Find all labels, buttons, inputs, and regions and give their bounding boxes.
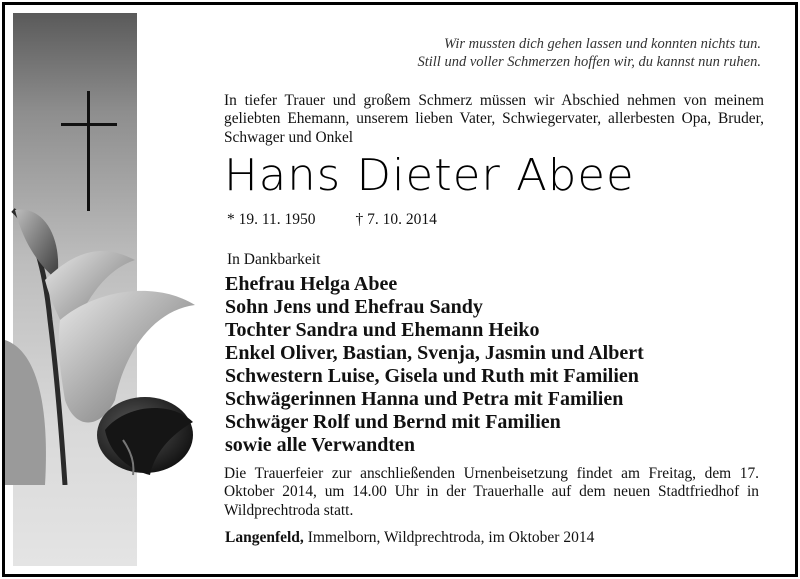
mourner-line: Schwestern Luise, Gisela und Ruth mit Familien <box>225 365 639 387</box>
funeral-service-info: Die Trauerfeier zur anschließenden Urnenbeisetzung findet am Freitag, dem 17. Oktober 2014, um 14.00 Uhr in der Trauerhalle auf dem neuen Stadtfriedhof in Wildprechtroda statt. <box>224 465 759 519</box>
deceased-name: Hans Dieter Abee <box>224 150 635 201</box>
intro-text: In tiefer Trauer und großem Schmerz müssen wir Abschied nehmen von meinem geliebten Ehemann, unserem lieben Vater, Schwiegervater, allerbesten Opa, Bruder, Schwager und Onkel <box>224 92 764 146</box>
mourners-list <box>225 273 644 457</box>
obituary-frame <box>2 2 798 577</box>
birth-date: * 19. 11. 1950 <box>227 211 316 228</box>
calla-lily-icon <box>5 200 205 485</box>
mourner-line: Enkel Oliver, Bastian, Svenja, Jasmin und Albert <box>225 342 644 364</box>
mourner-line: Schwäger Rolf und Bernd mit Familien <box>225 411 561 433</box>
motto-line: Still und voller Schmerzen hoffen wir, du kannst nun ruhen. <box>417 54 761 70</box>
mourner-line: Sohn Jens und Ehefrau Sandy <box>225 296 483 318</box>
mourner-line: Tochter Sandra und Ehemann Heiko <box>225 319 540 341</box>
mourner-line: Schwägerinnen Hanna und Petra mit Familien <box>225 388 624 410</box>
mourner-line: sowie alle Verwandten <box>225 434 415 456</box>
mourner-line: Ehefrau Helga Abee <box>225 273 398 295</box>
motto-line: Wir mussten dich gehen lassen und konnten nichts tun. <box>444 36 761 52</box>
life-dates <box>227 211 437 229</box>
place-and-date <box>225 529 594 547</box>
death-date: † 7. 10. 2014 <box>355 211 437 228</box>
motto <box>321 35 761 71</box>
place-rest: Immelborn, Wildprechtroda, im Oktober 2014 <box>303 529 595 546</box>
cross-icon <box>61 91 117 211</box>
gratitude-line: In Dankbarkeit <box>227 251 321 268</box>
place-bold: Langenfeld, <box>225 529 304 546</box>
